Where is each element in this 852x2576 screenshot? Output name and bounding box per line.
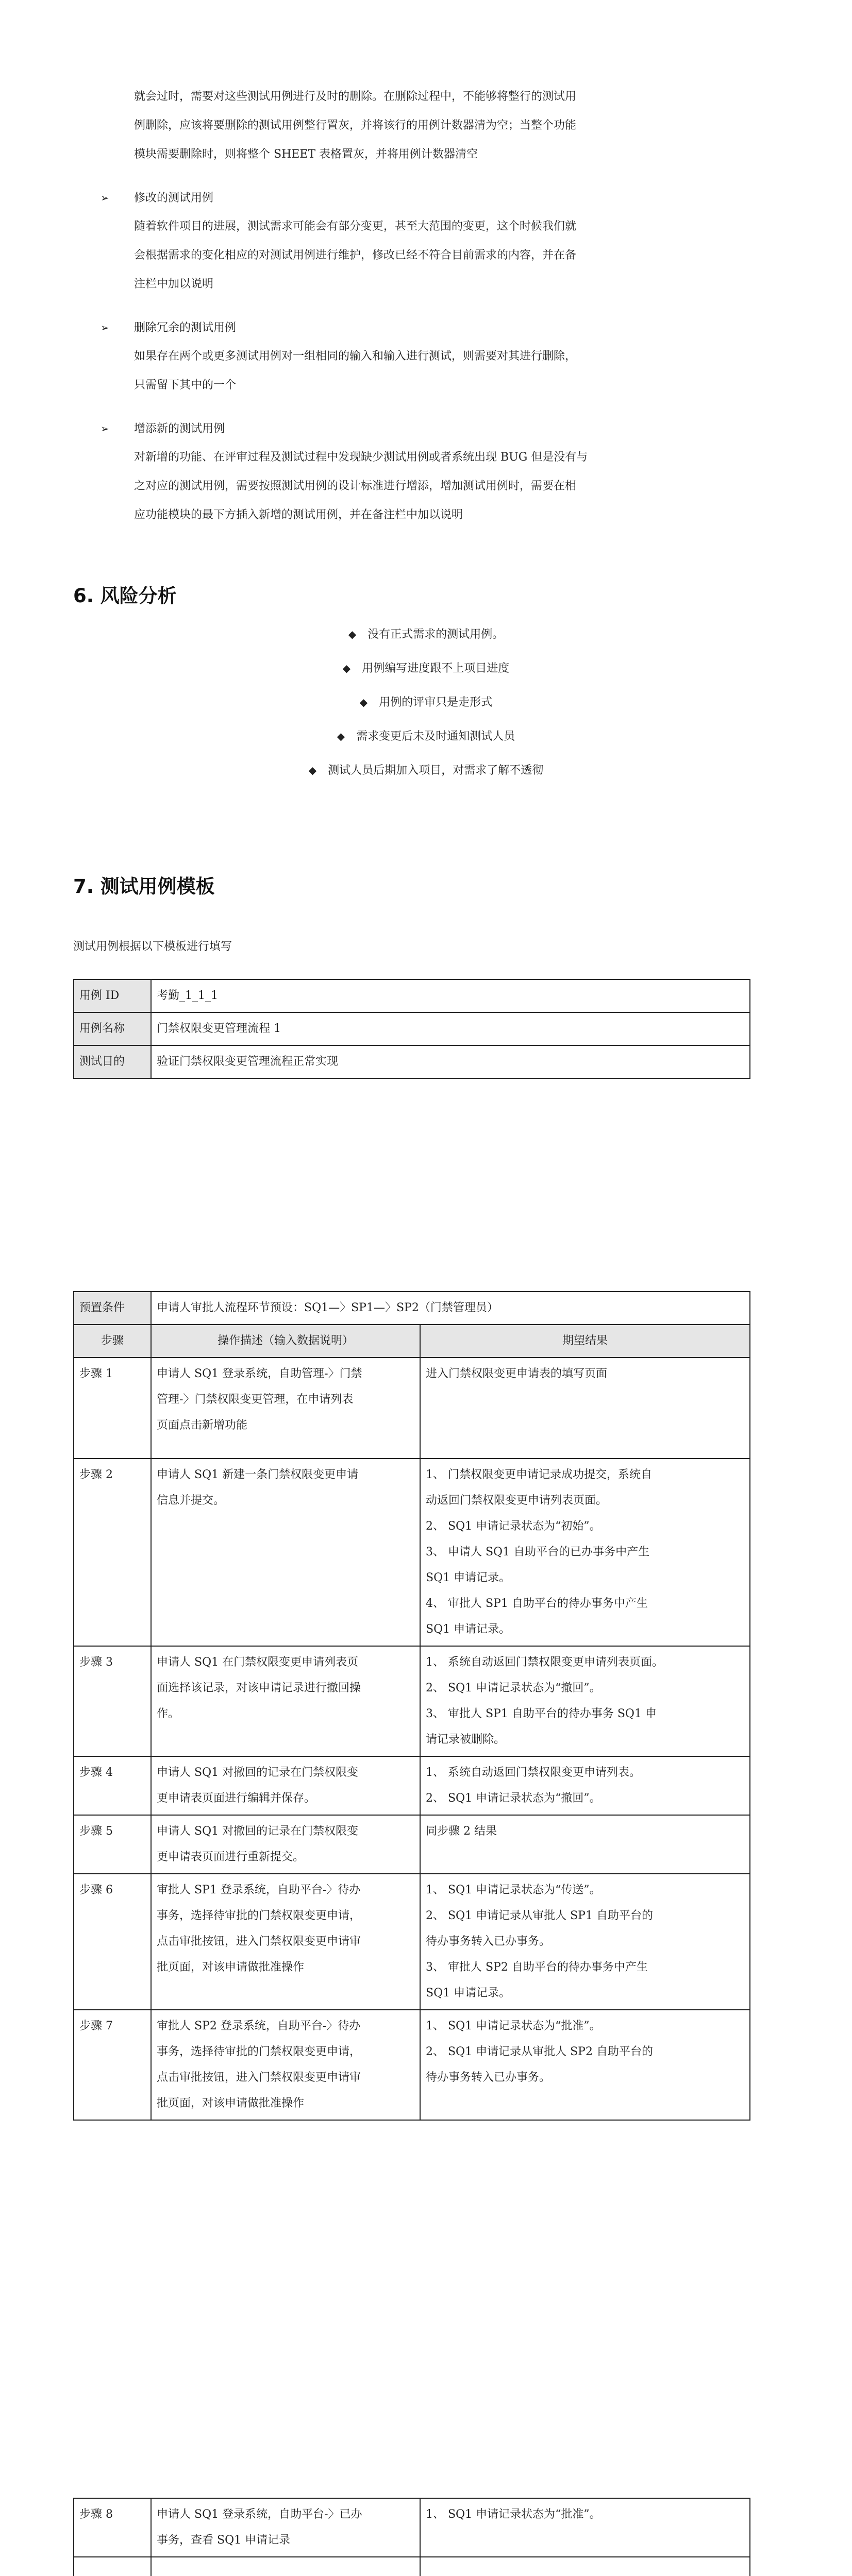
diamond-icon: ◆: [308, 764, 317, 776]
case-name-value: 门禁权限变更管理流程 1: [151, 1012, 750, 1045]
case-purpose-value: 验证门禁权限变更管理流程正常实现: [151, 1045, 750, 1078]
step-expected: 1、 SQ1 申请记录状态为“传送”。 2、 SQ1 申请记录从审批人 SP1 自助平台的 待办事务转入已办事务。 3、 审批人 SP2 自助平台的待办事务中产生 SQ1 申请记录。: [420, 1874, 750, 2010]
table-row: [74, 1756, 750, 1815]
step-expected: 1、 SQ1 申请记录状态为“批准”。: [420, 2498, 750, 2557]
step-operation: 申请人 SQ1 新建一条门禁权限变更申请 信息并提交。: [151, 1459, 420, 1646]
table-row: [74, 1292, 750, 1325]
arrow-icon: ➢: [101, 192, 109, 204]
table-row: [74, 1874, 750, 2010]
table-row: [74, 1459, 750, 1646]
para-add-new: 对新增的功能、在评审过程及测试过程中发现缺少测试用例或者系统出现 BUG 但是没有与 之对应的测试用例，需要按照测试用例的设计标准进行增添，增加测试用例时，需要在相 应功能模块的最下方插入新增的测试用例，并在备注栏中加以说明: [134, 451, 588, 521]
diamond-icon: ◆: [342, 662, 351, 674]
para-remove-redundant: 如果存在两个或更多测试用例对一组相同的输入和输入进行测试，则需要对其进行删除， 只需留下其中的一个: [134, 350, 577, 392]
step-label: 步骤 1: [74, 1358, 151, 1459]
diamond-icon: ◆: [348, 628, 357, 640]
step-expected: 1、 门禁权限变更申请记录成功提交，系统自 动返回门禁权限变更申请列表页面。 2、 SQ1 申请记录状态为“初始”。 3、 申请人 SQ1 自助平台的已办事务中产生 SQ1 申请记录。 4、 审批人 SP1 自助平台的待办事务中产生 SQ1 申请记录。: [420, 1459, 750, 1646]
table-row: [74, 1358, 750, 1459]
table-row: [74, 1045, 750, 1078]
steps-table: [73, 1291, 750, 2121]
bullet-remove-redundant: ➢ 删除冗余的测试用例: [101, 313, 236, 343]
para-modify: 随着软件项目的进展，测试需求可能会有部分变更，甚至大范围的变更，这个时候我们就 会根据需求的变化相应的对测试用例进行维护，修改已经不符合目前需求的内容，并在备 注栏中加以说明: [134, 220, 577, 291]
step-expected: 1、 系统自动返回门禁权限变更申请列表页面。 2、 SQ1 申请记录状态为“撤回”。 3、 审批人 SP1 自助平台的待办事务 SQ1 申 请记录被删除。: [420, 1646, 750, 1756]
steps-table-continued: [73, 2498, 750, 2576]
template-heading: 7. 测试用例模板: [73, 875, 215, 897]
step-label: 步骤 4: [74, 1756, 151, 1815]
template-intro: 测试用例根据以下模板进行填写: [73, 940, 232, 953]
empty-cell: [74, 2557, 151, 2576]
para-delete: 就会过时，需要对这些测试用例进行及时的删除。在删除过程中，不能够将整行的测试用 例删除，应该将要删除的测试用例整行置灰，并将该行的用例计数器清为空；当整个功能 模块需要删除时，则将整个 SHEET 表格置灰，并将用例计数器清空: [134, 90, 577, 161]
col-operation-header: 操作描述（输入数据说明）: [151, 1325, 420, 1358]
table-row: [74, 2010, 750, 2120]
diamond-icon: ◆: [337, 730, 345, 742]
col-step-header: 步骤: [74, 1325, 151, 1358]
risk-item: ◆ 用例编写进度跟不上项目进度: [342, 662, 510, 675]
step-label: 步骤 7: [74, 2010, 151, 2120]
risk-item: ◆ 没有正式需求的测试用例。: [348, 628, 504, 641]
step-label: 步骤 8: [74, 2498, 151, 2557]
risk-item: ◆ 需求变更后未及时通知测试人员: [337, 730, 515, 743]
step-label: 步骤 5: [74, 1815, 151, 1874]
empty-cell: [151, 2557, 420, 2576]
diamond-icon: ◆: [359, 696, 368, 708]
step-operation: 申请人 SQ1 对撤回的记录在门禁权限变 更申请表页面进行编辑并保存。: [151, 1756, 420, 1815]
table-header-row: [74, 1325, 750, 1358]
risk-heading: 6. 风险分析: [73, 585, 177, 607]
table-row: [74, 2557, 750, 2576]
step-label: 步骤 2: [74, 1459, 151, 1646]
table-row: [74, 1646, 750, 1756]
arrow-icon: ➢: [101, 422, 109, 435]
bullet-modify: ➢ 修改的测试用例: [101, 183, 213, 213]
bullet-add-new: ➢ 增添新的测试用例: [101, 414, 225, 444]
step-expected: 1、 系统自动返回门禁权限变更申请列表。 2、 SQ1 申请记录状态为“撤回”。: [420, 1756, 750, 1815]
precondition-value: 申请人审批人流程环节预设：SQ1—〉SP1—〉SP2（门禁管理员）: [151, 1292, 750, 1325]
step-operation: 审批人 SP1 登录系统，自助平台-〉待办 事务，选择待审批的门禁权限变更申请， 点击审批按钮，进入门禁权限变更申请审 批页面，对该申请做批准操作: [151, 1874, 420, 2010]
col-expected-header: 期望结果: [420, 1325, 750, 1358]
step-operation: 申请人 SQ1 登录系统，自助管理-〉门禁 管理-〉门禁权限变更管理，在申请列表 页面点击新增功能: [151, 1358, 420, 1459]
step-expected: 同步骤 2 结果: [420, 1815, 750, 1874]
case-id-value: 考勤_1_1_1: [151, 979, 750, 1012]
step-label: 步骤 3: [74, 1646, 151, 1756]
table-row: [74, 1815, 750, 1874]
step-operation: 申请人 SQ1 对撤回的记录在门禁权限变 更申请表页面进行重新提交。: [151, 1815, 420, 1874]
step-operation: 审批人 SP2 登录系统，自助平台-〉待办 事务，选择待审批的门禁权限变更申请， 点击审批按钮，进入门禁权限变更申请审 批页面，对该申请做批准操作: [151, 2010, 420, 2120]
case-id-label: 用例 ID: [74, 979, 151, 1012]
step-expected: 1、 SQ1 申请记录状态为“批准”。 2、 SQ1 申请记录从审批人 SP2 自助平台的 待办事务转入已办事务。: [420, 2010, 750, 2120]
risk-item: ◆ 用例的评审只是走形式: [359, 696, 493, 709]
table-row: [74, 2498, 750, 2557]
arrow-icon: ➢: [101, 321, 109, 334]
table-row: [74, 1012, 750, 1045]
precondition-label: 预置条件: [74, 1292, 151, 1325]
risk-item: ◆ 测试人员后期加入项目，对需求了解不透彻: [308, 764, 544, 777]
empty-cell: [420, 2557, 750, 2576]
case-purpose-label: 测试目的: [74, 1045, 151, 1078]
step-operation: 申请人 SQ1 在门禁权限变更申请列表页 面选择该记录，对该申请记录进行撤回操 作。: [151, 1646, 420, 1756]
case-info-table: [73, 979, 750, 1079]
step-label: 步骤 6: [74, 1874, 151, 2010]
step-expected: 进入门禁权限变更申请表的填写页面: [420, 1358, 750, 1459]
table-row: [74, 979, 750, 1012]
case-name-label: 用例名称: [74, 1012, 151, 1045]
step-operation: 申请人 SQ1 登录系统，自助平台-〉已办 事务，查看 SQ1 申请记录: [151, 2498, 420, 2557]
